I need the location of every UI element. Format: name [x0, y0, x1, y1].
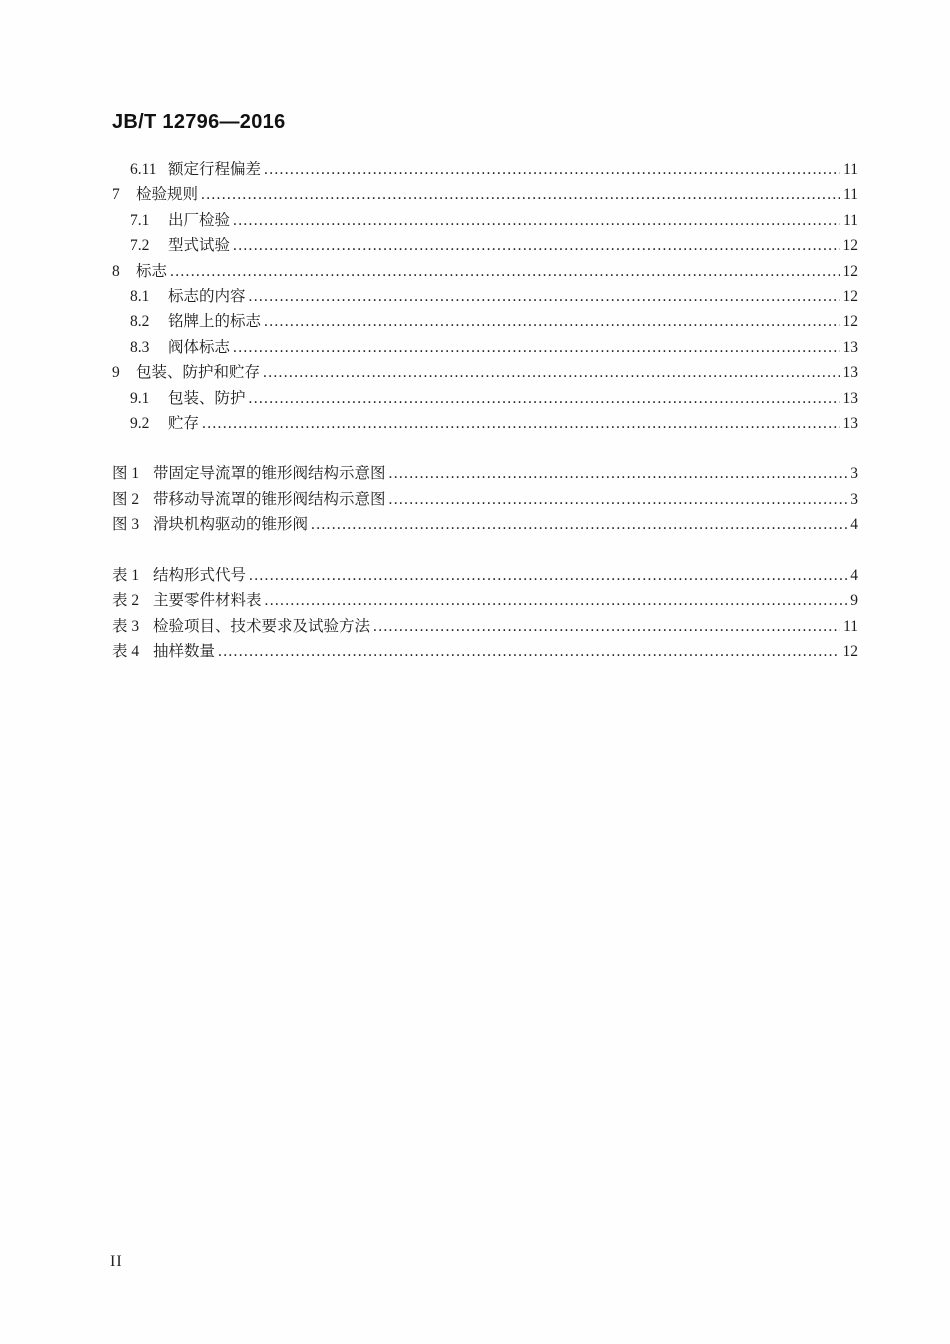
dot-leader	[265, 588, 848, 613]
toc-entry-title: 标志	[136, 262, 168, 280]
toc-entry-title: 检验规则	[136, 186, 199, 204]
toc-entry-number: 表 1	[112, 566, 140, 584]
toc-entry-number: 表 3	[112, 617, 140, 635]
dot-leader	[249, 284, 840, 309]
page-number: II	[110, 1253, 123, 1270]
toc-entry-title: 包装、防护	[168, 389, 246, 407]
dot-leader	[389, 487, 848, 512]
toc-entry-number: 图 2	[112, 490, 140, 508]
toc-entry-number: 7.2	[130, 237, 150, 255]
toc-entry	[112, 563, 858, 588]
toc-entry-page: 11	[843, 161, 858, 178]
toc-entry	[112, 182, 858, 207]
dot-leader	[201, 182, 840, 207]
toc-entry-title: 阀体标志	[168, 338, 231, 356]
toc-entry	[112, 157, 858, 182]
toc-entry-number: 图 3	[112, 516, 140, 534]
toc-entry-page: 4	[850, 566, 858, 584]
toc-sections-group	[112, 157, 858, 436]
toc-entry-page: 12	[842, 642, 858, 660]
toc-entry	[112, 284, 858, 309]
toc-entry	[112, 461, 858, 486]
toc-entry-number: 8.2	[130, 313, 150, 331]
toc-entry-page: 13	[842, 415, 858, 433]
toc-entry-number: 7	[112, 186, 120, 204]
dot-leader	[263, 360, 839, 385]
toc-entry-page: 11	[843, 186, 858, 204]
toc-entry-page: 13	[842, 389, 858, 407]
toc-entry-page: 13	[842, 364, 858, 382]
dot-leader	[311, 512, 847, 537]
toc-entry-number: 表 2	[112, 592, 140, 610]
toc-entry	[112, 588, 858, 613]
dot-leader	[233, 208, 840, 233]
dot-leader	[233, 233, 839, 258]
toc-entry-page: 13	[842, 338, 858, 356]
toc-entry-title: 带固定导流罩的锥形阀结构示意图	[153, 465, 386, 483]
toc-entry-title: 包装、防护和贮存	[136, 364, 261, 382]
toc-entry-page: 11	[843, 211, 858, 229]
dot-leader	[218, 639, 839, 664]
toc-figures-group	[112, 461, 858, 537]
toc-entry-title: 出厂检验	[168, 211, 231, 229]
toc-entry-title: 抽样数量	[153, 642, 216, 660]
toc-entry-title: 结构形式代号	[153, 566, 247, 584]
toc-entry	[112, 233, 858, 258]
toc-entry-page: 12	[842, 313, 858, 331]
toc-entry-title: 标志的内容	[168, 288, 246, 306]
toc-entry-number: 9.1	[130, 389, 150, 407]
toc-entry-page: 3	[850, 465, 858, 483]
toc-entry-number: 9.2	[130, 415, 150, 433]
toc-entry-number: 表 4	[112, 642, 140, 660]
toc-entry	[112, 335, 858, 360]
dot-leader	[373, 614, 840, 639]
dot-leader	[170, 259, 839, 284]
dot-leader	[264, 309, 839, 334]
toc-entry-title: 铭牌上的标志	[168, 313, 262, 331]
dot-leader	[264, 157, 840, 182]
toc-entry-page: 11	[843, 617, 858, 635]
toc-entry-page: 9	[850, 592, 858, 610]
toc-entry-title: 额定行程偏差	[168, 161, 262, 178]
dot-leader	[389, 461, 848, 486]
doc-number: JB/T 12796—2016	[112, 111, 286, 133]
toc-entry-title: 型式试验	[168, 237, 231, 255]
toc-tables-group	[112, 563, 858, 665]
dot-leader	[202, 411, 839, 436]
toc-entry-title: 检验项目、技术要求及试验方法	[153, 617, 371, 635]
toc-entry-title: 滑块机构驱动的锥形阀	[153, 516, 309, 534]
toc-entry-page: 12	[842, 288, 858, 306]
dot-leader	[233, 335, 839, 360]
toc-entry-number: 8.1	[130, 288, 150, 306]
toc-entry-number: 图 1	[112, 465, 140, 483]
toc-entry-number: 8	[112, 262, 120, 280]
toc-entry-number: 8.3	[130, 338, 150, 356]
toc-entry-title: 主要零件材料表	[153, 592, 262, 610]
toc-entry	[112, 309, 858, 334]
toc-entry	[112, 487, 858, 512]
toc-entry-number: 6.11	[130, 161, 157, 178]
toc-entry	[112, 512, 858, 537]
table-of-contents	[112, 157, 858, 664]
toc-entry-title: 贮存	[168, 415, 200, 433]
toc-entry-number: 7.1	[130, 211, 150, 229]
toc-entry-page: 12	[842, 237, 858, 255]
toc-entry	[112, 259, 858, 284]
toc-entry-number: 9	[112, 364, 120, 382]
toc-entry-title: 带移动导流罩的锥形阀结构示意图	[153, 490, 386, 508]
toc-entry-page: 4	[850, 516, 858, 534]
toc-entry	[112, 614, 858, 639]
toc-entry-page: 12	[842, 262, 858, 280]
toc-entry	[112, 208, 858, 233]
dot-leader	[249, 563, 847, 588]
toc-entry	[112, 639, 858, 664]
toc-entry	[112, 411, 858, 436]
toc-entry-page: 3	[850, 490, 858, 508]
toc-entry	[112, 360, 858, 385]
dot-leader	[249, 386, 840, 411]
toc-entry	[112, 386, 858, 411]
